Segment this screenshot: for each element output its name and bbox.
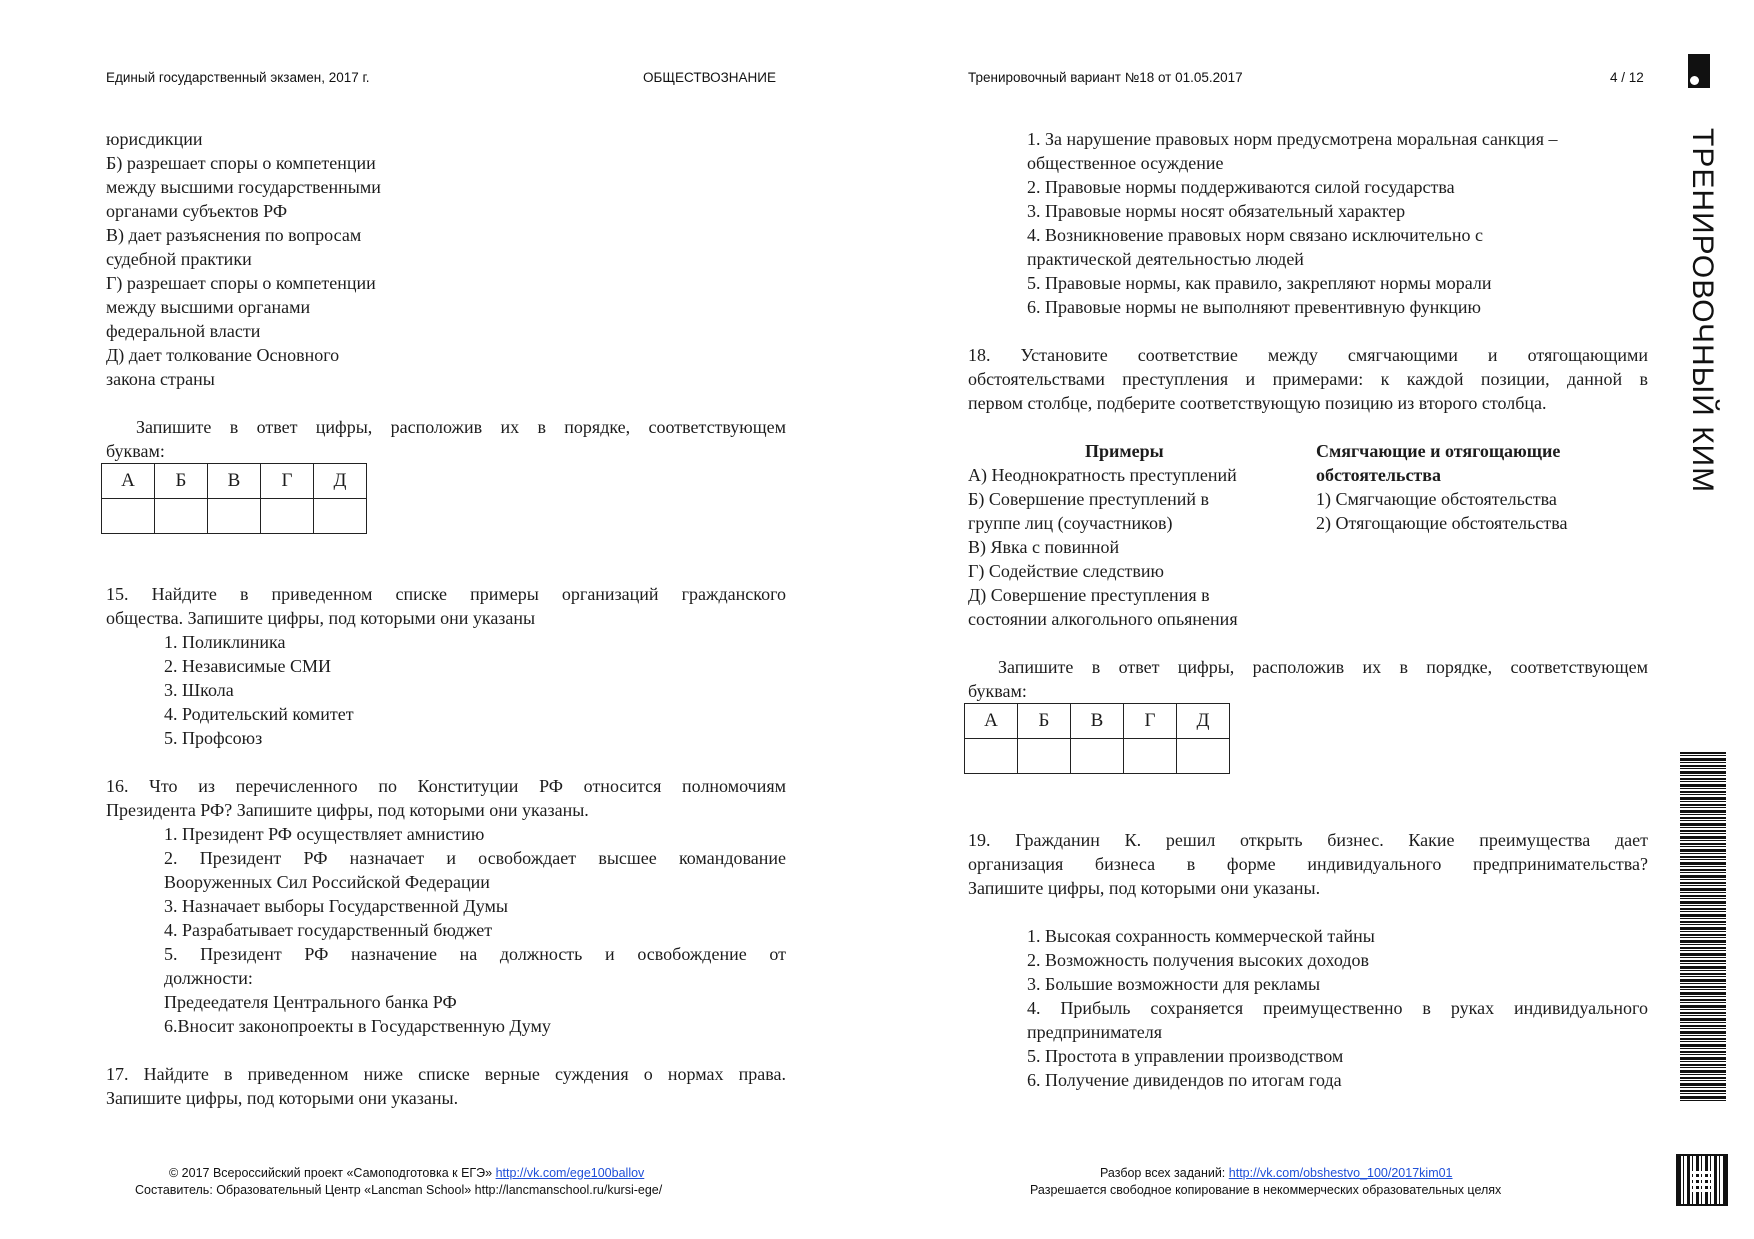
- footer-left-line2: Составитель: Образовательный Центр «Lancman School» http://lancmanschool.ru/kursi-ege/: [135, 1183, 663, 1197]
- text-line: федеральной власти: [106, 321, 261, 341]
- column-title: Смягчающие и отягощающие: [1316, 441, 1561, 461]
- answer-instruction: Запишите в ответ цифры, расположив их в порядке, соответствующем: [998, 657, 1648, 677]
- header-subject: ОБЩЕСТВОЗНАНИЕ: [643, 70, 776, 85]
- list-item: 4. Прибыль сохраняется преимущественно в руках индивидуального: [1027, 998, 1648, 1018]
- answer-cell[interactable]: [155, 499, 208, 534]
- question-14-continuation: [106, 127, 786, 391]
- answer-letter: Б: [1018, 704, 1071, 739]
- question-17-items: [968, 127, 1648, 319]
- list-item: Д) Совершение преступления в: [968, 585, 1210, 605]
- list-item: Б) Совершение преступлений в: [968, 489, 1210, 509]
- answer-cell[interactable]: [1124, 739, 1177, 774]
- answer-cell[interactable]: [102, 499, 155, 534]
- logo-icon: [1688, 54, 1710, 88]
- list-item: 2. Независимые СМИ: [164, 656, 332, 676]
- list-item: 1. Поликлиника: [164, 632, 286, 652]
- footer-right-line2: Разрешается свободное копирование в некоммерческих образовательных целях: [1030, 1183, 1502, 1197]
- header-exam-title: Единый государственный экзамен, 2017 г.: [106, 70, 370, 85]
- circumstances-column: [1316, 439, 1646, 535]
- text-line: Запишите цифры, под которыми они указаны.: [106, 1088, 459, 1108]
- answer-cell[interactable]: [965, 739, 1018, 774]
- answer-letter: Г: [1124, 704, 1177, 739]
- list-item: 5. Профсоюз: [164, 728, 263, 748]
- right-column: [968, 127, 1648, 1092]
- side-title: ТРЕНИРОВОЧНЫЙ КИМ: [1686, 128, 1719, 494]
- list-item: Г) Содействие следствию: [968, 561, 1164, 581]
- text-line: общества. Запишите цифры, под которыми они указаны: [106, 608, 536, 628]
- list-item: состоянии алкогольного опьянения: [968, 609, 1238, 629]
- left-column: [106, 127, 786, 1110]
- answer-cell[interactable]: [1177, 739, 1230, 774]
- answer-instruction: Запишите в ответ цифры, расположив их в порядке, соответствующем: [136, 417, 786, 437]
- answer-letter: Б: [155, 464, 208, 499]
- answer-letter: А: [965, 704, 1018, 739]
- text-line: между высшими органами: [106, 297, 311, 317]
- list-item: А) Неоднократность преступлений: [968, 465, 1237, 485]
- question-19: [968, 828, 1648, 1092]
- list-item: группе лиц (соучастников): [968, 513, 1173, 533]
- text-line: Б) разрешает споры о компетенции: [106, 153, 376, 173]
- list-item: 6. Правовые нормы не выполняют превентивную функцию: [1027, 297, 1481, 317]
- list-item: должности:: [164, 968, 253, 988]
- text-line: Запишите цифры, под которыми они указаны.: [968, 878, 1321, 898]
- footer-project-text: © 2017 Всероссийский проект «Самоподготовка к ЕГЭ»: [169, 1166, 493, 1180]
- list-item: 3. Большие возможности для рекламы: [1027, 974, 1321, 994]
- text-line: 18. Установите соответствие между смягчающими и отягощающими: [968, 345, 1648, 365]
- answer-letter: В: [208, 464, 261, 499]
- text-line: организация бизнеса в форме индивидуального предпринимательства?: [968, 854, 1648, 874]
- text-line: 17. Найдите в приведенном ниже списке верные суждения о нормах права.: [106, 1064, 786, 1084]
- list-item: 2. Президент РФ назначает и освобождает высшее командование: [164, 848, 786, 868]
- header-page-number: 4 / 12: [1610, 70, 1644, 85]
- question-16: [106, 774, 786, 1038]
- text-line: Г) разрешает споры о компетенции: [106, 273, 376, 293]
- list-item: 3. Школа: [164, 680, 234, 700]
- text-line: юрисдикции: [106, 129, 203, 149]
- list-item: 6. Получение дивидендов по итогам года: [1027, 1070, 1342, 1090]
- text-line: Д) дает толкование Основного: [106, 345, 340, 365]
- answer-letter: Г: [261, 464, 314, 499]
- list-item: 1) Смягчающие обстоятельства: [1316, 489, 1557, 509]
- footer-right-line1: [1100, 1166, 1453, 1180]
- text-line: первом столбце, подберите соответствующую позицию из второго столбца.: [968, 393, 1547, 413]
- text-line: 16. Что из перечисленного по Конституции РФ относится полномочиям: [106, 776, 786, 796]
- list-item: 5. Правовые нормы, как правило, закрепляют нормы морали: [1027, 273, 1492, 293]
- text-line: органами субъектов РФ: [106, 201, 288, 221]
- answer-instruction: буквам:: [106, 441, 165, 461]
- text-line: закона страны: [106, 369, 215, 389]
- answer-cell[interactable]: [1018, 739, 1071, 774]
- header-variant: Тренировочный вариант №18 от 01.05.2017: [968, 70, 1243, 85]
- answer-letter: А: [102, 464, 155, 499]
- list-item: 3. Правовые нормы носят обязательный характер: [1027, 201, 1406, 221]
- text-line: судебной практики: [106, 249, 252, 269]
- list-item: Предеедателя Центрального банка РФ: [164, 992, 457, 1012]
- footer-analysis-text: Разбор всех заданий:: [1100, 1166, 1226, 1180]
- list-item: общественное осуждение: [1027, 153, 1224, 173]
- question-17: [106, 1062, 786, 1110]
- footer-left-line1: [169, 1166, 644, 1180]
- list-item: практической деятельностью людей: [1027, 249, 1304, 269]
- text-line: 15. Найдите в приведенном списке примеры организаций гражданского: [106, 584, 786, 604]
- text-line: обстоятельствами преступления и примерами: к каждой позиции, данной в: [968, 369, 1648, 389]
- column-title: Примеры: [1085, 441, 1164, 461]
- answer-cell[interactable]: [261, 499, 314, 534]
- list-item: 2. Правовые нормы поддерживаются силой государства: [1027, 177, 1455, 197]
- answer-letter: В: [1071, 704, 1124, 739]
- matching-table: [968, 439, 1648, 631]
- answer-table-q18: [964, 703, 1230, 774]
- answer-letter: Д: [1177, 704, 1230, 739]
- list-item: 1. За нарушение правовых норм предусмотрена моральная санкция –: [1027, 129, 1558, 149]
- list-item: 3. Назначает выборы Государственной Думы: [164, 896, 508, 916]
- column-title: обстоятельства: [1316, 465, 1441, 485]
- text-line: 19. Гражданин К. решил открыть бизнес. Какие преимущества дает: [968, 830, 1648, 850]
- list-item: предпринимателя: [1027, 1022, 1162, 1042]
- list-item: 5. Президент РФ назначение на должность и освобождение от: [164, 944, 786, 964]
- question-15: [106, 582, 786, 750]
- answer-cell[interactable]: [314, 499, 367, 534]
- list-item: 1. Высокая сохранность коммерческой тайны: [1027, 926, 1375, 946]
- list-item: 4. Родительский комитет: [164, 704, 354, 724]
- answer-cell[interactable]: [208, 499, 261, 534]
- examples-column: [968, 439, 1298, 631]
- list-item: В) Явка с повинной: [968, 537, 1120, 557]
- text-line: В) дает разъяснения по вопросам: [106, 225, 362, 245]
- list-item: 5. Простота в управлении производством: [1027, 1046, 1344, 1066]
- list-item: 4. Разрабатывает государственный бюджет: [164, 920, 493, 940]
- qr-code-icon: [1678, 1156, 1726, 1204]
- answer-cell[interactable]: [1071, 739, 1124, 774]
- list-item: Вооруженных Сил Российской Федерации: [164, 872, 490, 892]
- footer-project-link[interactable]: http://vk.com/ege100ballov: [495, 1166, 645, 1180]
- list-item: 6.Вносит законопроекты в Государственную Думу: [164, 1016, 551, 1036]
- text-line: между высшими государственными: [106, 177, 381, 197]
- list-item: 2) Отягощающие обстоятельства: [1316, 513, 1568, 533]
- list-item: 1. Президент РФ осуществляет амнистию: [164, 824, 485, 844]
- barcode-icon: [1680, 752, 1726, 1102]
- answer-table-q14: [101, 463, 367, 534]
- footer-analysis-link[interactable]: http://vk.com/obshestvo_100/2017kim01: [1228, 1166, 1453, 1180]
- question-18: [968, 343, 1648, 415]
- answer-letter: Д: [314, 464, 367, 499]
- list-item: 4. Возникновение правовых норм связано исключительно с: [1027, 225, 1483, 245]
- text-line: Президента РФ? Запишите цифры, под которыми они указаны.: [106, 800, 589, 820]
- answer-instruction: буквам:: [968, 681, 1027, 701]
- list-item: 2. Возможность получения высоких доходов: [1027, 950, 1369, 970]
